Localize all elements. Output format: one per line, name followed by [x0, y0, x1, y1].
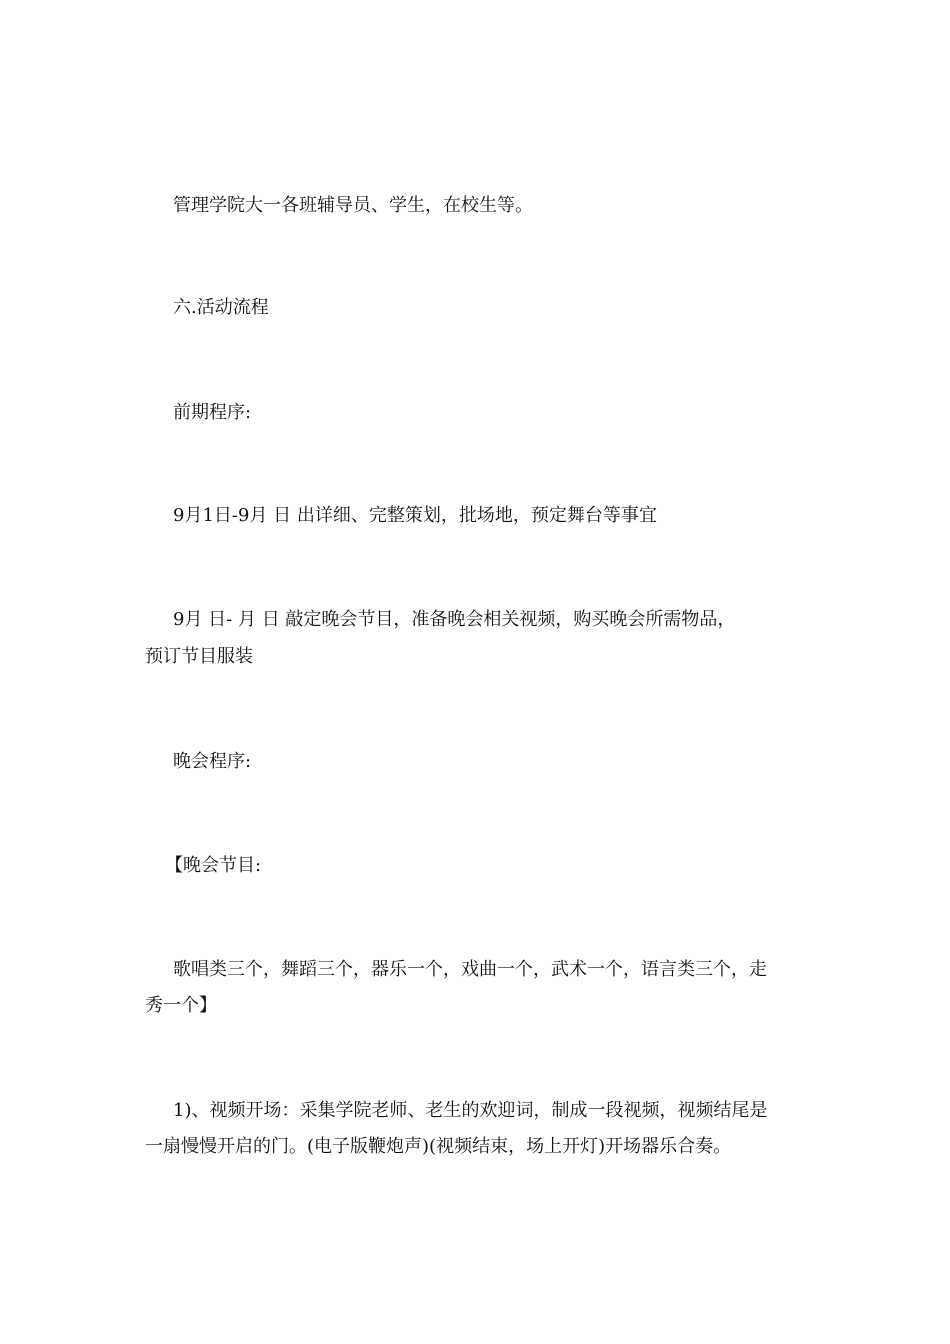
schedule-item-2-line-1: 9月 日- 月 日 敲定晚会节目，准备晚会相关视频，购买晚会所需物品， — [173, 609, 736, 630]
section-heading-activity-flow: 六.活动流程 — [173, 297, 269, 318]
subheading-gala-procedure: 晚会程序: — [173, 751, 252, 772]
subheading-preliminary-procedure: 前期程序: — [173, 402, 252, 423]
schedule-item-2-line-2: 预订节目服装 — [145, 646, 253, 667]
paragraph-participants: 管理学院大一各班辅导员、学生，在校生等。 — [173, 195, 533, 216]
item-video-opening-line-1: 1)、视频开场：采集学院老师、老生的欢迎词，制成一段视频，视频结尾是 — [173, 1100, 768, 1121]
program-list-line-1: 歌唱类三个，舞蹈三个，器乐一个，戏曲一个，武术一个，语言类三个，走 — [173, 959, 767, 980]
item-video-opening-line-2: 一扇慢慢开启的门。(电子版鞭炮声)(视频结束，场上开灯)开场器乐合奏。 — [145, 1136, 732, 1157]
gala-program-heading: 【晚会节目: — [165, 855, 262, 876]
schedule-item-1: 9月1日-9月 日 出详细、完整策划，批场地，预定舞台等事宜 — [173, 505, 657, 526]
program-list-line-2: 秀一个】 — [145, 995, 217, 1016]
